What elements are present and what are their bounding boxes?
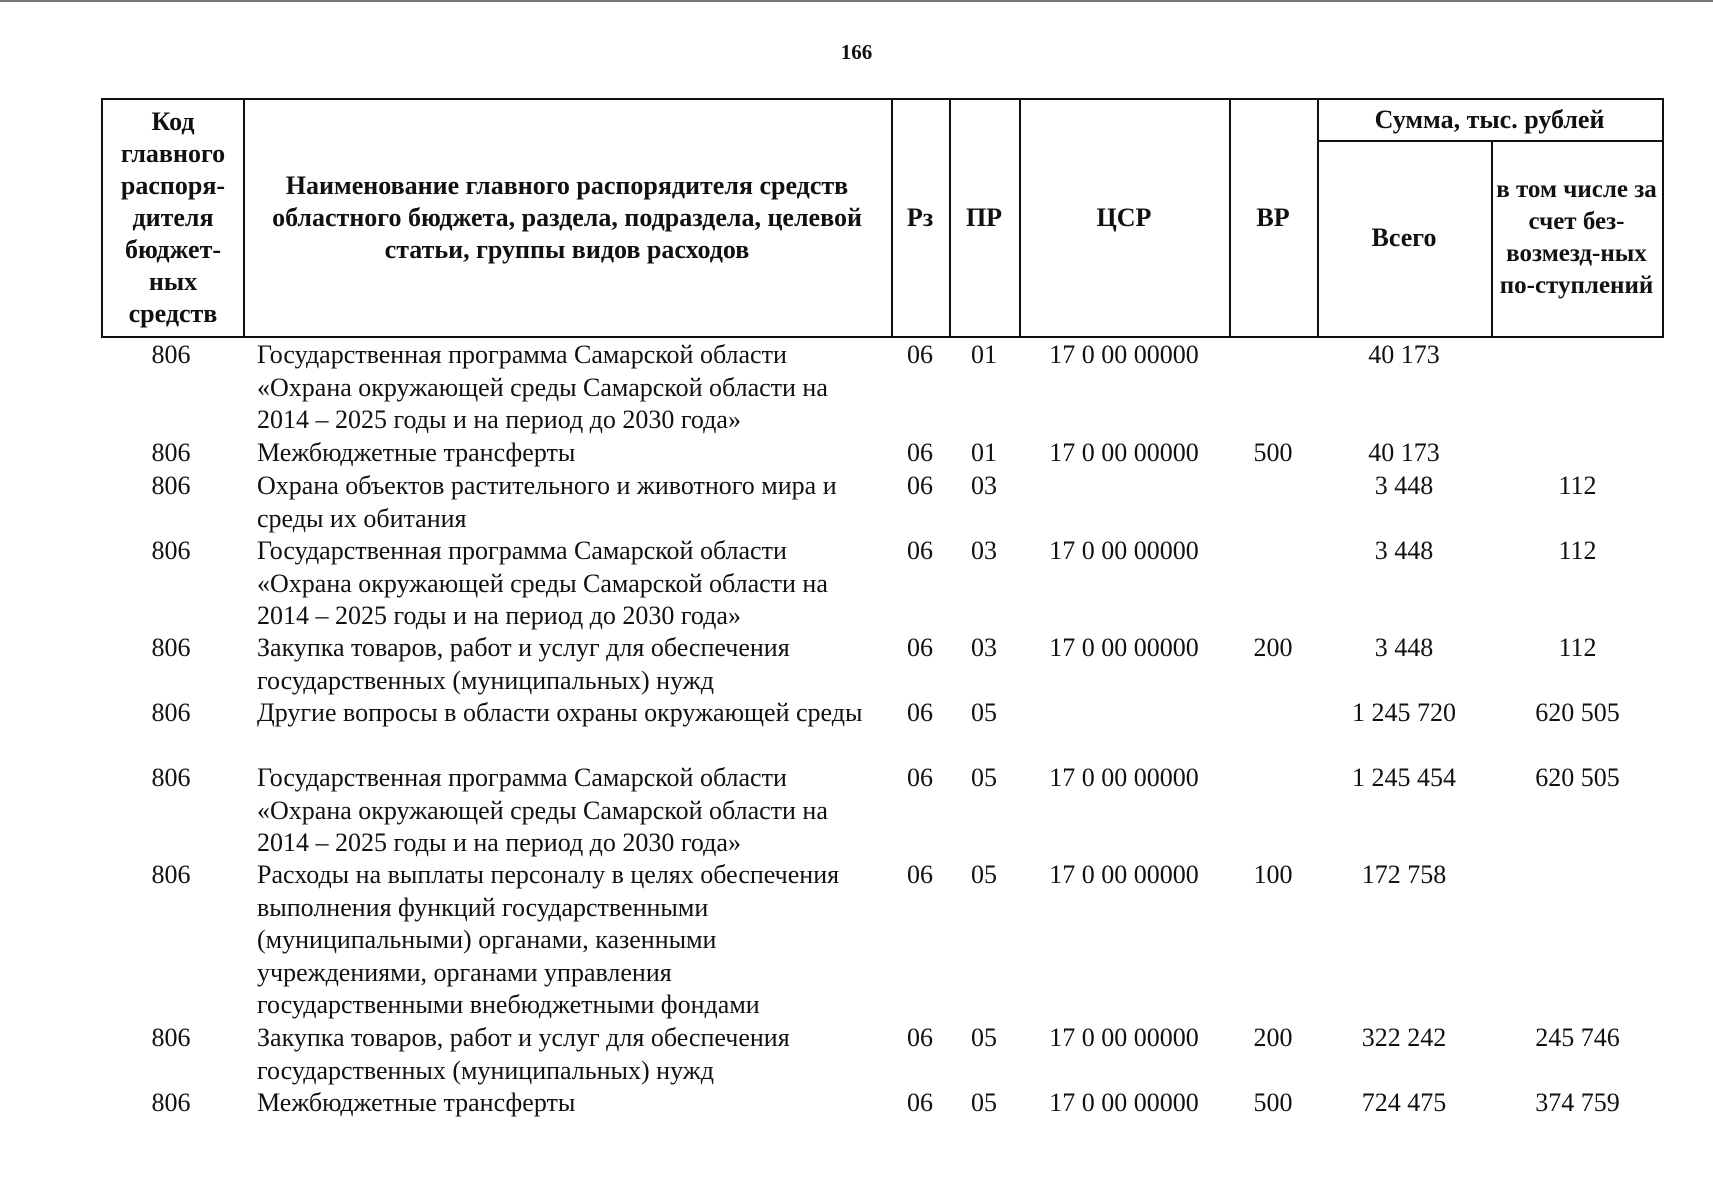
cell-bezv: 112 (1558, 471, 1597, 500)
cell-kod: 806 (151, 1023, 191, 1052)
cell-kod: 806 (151, 633, 191, 662)
cell-csr: 17 0 00 00000 (1049, 340, 1199, 369)
cell-csr: 17 0 00 00000 (1049, 438, 1199, 467)
cell-vr: 200 (1253, 1023, 1293, 1052)
cell-vsego: 322 242 (1361, 1023, 1447, 1052)
cell-pr: 03 (971, 471, 997, 500)
cell-pr: 03 (971, 633, 997, 662)
cell-rz: 06 (907, 633, 933, 662)
cell-bezv: 374 759 (1535, 1088, 1620, 1117)
cell-bezv: 112 (1558, 536, 1597, 565)
cell-name: Межбюджетные трансферты (257, 438, 576, 467)
cell-name: Закупка товаров, работ и услуг для обеспечения государственных (муниципальных) нужд (257, 633, 790, 695)
cell-pr: 05 (971, 860, 997, 889)
cell-vr: 100 (1253, 860, 1293, 889)
cell-pr: 01 (971, 340, 997, 369)
cell-bezv: 620 505 (1535, 763, 1620, 792)
cell-vsego: 1 245 454 (1352, 763, 1456, 792)
cell-kod: 806 (151, 763, 191, 792)
cell-bezv: 245 746 (1535, 1023, 1620, 1052)
cell-kod: 806 (151, 536, 191, 565)
cell-vr: 500 (1253, 438, 1293, 467)
cell-kod: 806 (151, 438, 191, 467)
cell-name: Государственная программа Самарской области «Охрана окружающей среды Самарской области на 2014 – 2025 годы и на период до 2030 года» (257, 536, 828, 630)
cell-name: Межбюджетные трансферты (257, 1088, 576, 1117)
cell-name: Государственная программа Самарской области «Охрана окружающей среды Самарской области на 2014 – 2025 годы и на период до 2030 года» (257, 340, 828, 434)
header-bezv: в том числе за счет без-возмезд-ных по-ступлений (1496, 176, 1657, 299)
cell-vsego: 40 173 (1368, 438, 1440, 467)
header-name: Наименование главного распорядителя средств областного бюджета, раздела, подраздела, целевой статьи, группы видов расходов (272, 171, 862, 264)
header-kod: Код главного распоря-дителя бюджет-ных средств (120, 107, 226, 328)
header-csr: ЦСР (1096, 203, 1152, 232)
page-number: 166 (840, 40, 873, 64)
cell-pr: 01 (971, 438, 997, 467)
cell-rz: 06 (907, 698, 933, 727)
cell-kod: 806 (151, 471, 191, 500)
cell-vsego: 172 758 (1361, 860, 1447, 889)
cell-rz: 06 (907, 763, 933, 792)
cell-rz: 06 (907, 1023, 933, 1052)
cell-rz: 06 (907, 1088, 933, 1117)
cell-name: Другие вопросы в области охраны окружающей среды (257, 698, 863, 727)
cell-bezv: 620 505 (1535, 698, 1620, 727)
cell-csr: 17 0 00 00000 (1049, 633, 1199, 662)
cell-vsego: 3 448 (1374, 536, 1434, 565)
cell-vsego: 3 448 (1374, 633, 1434, 662)
cell-vr: 200 (1253, 633, 1293, 662)
header-rz: Рз (906, 203, 934, 232)
header-summa: Сумма, тыс. рублей (1374, 105, 1605, 134)
cell-vsego: 3 448 (1374, 471, 1434, 500)
cell-pr: 05 (971, 698, 997, 727)
cell-csr: 17 0 00 00000 (1049, 1088, 1199, 1117)
header-vsego: Всего (1371, 223, 1437, 252)
cell-pr: 05 (971, 1023, 997, 1052)
cell-csr: 17 0 00 00000 (1049, 536, 1199, 565)
cell-vsego: 724 475 (1361, 1088, 1447, 1117)
cell-pr: 03 (971, 536, 997, 565)
cell-pr: 05 (971, 1088, 997, 1117)
cell-name: Охрана объектов растительного и животного мира и среды их обитания (257, 471, 837, 533)
cell-vsego: 40 173 (1368, 340, 1440, 369)
cell-rz: 06 (907, 860, 933, 889)
header-vr: ВР (1256, 203, 1290, 232)
cell-name: Государственная программа Самарской области «Охрана окружающей среды Самарской области на 2014 – 2025 годы и на период до 2030 года» (257, 763, 828, 857)
cell-rz: 06 (907, 340, 933, 369)
cell-kod: 806 (151, 698, 191, 727)
cell-bezv: 112 (1558, 633, 1597, 662)
cell-csr: 17 0 00 00000 (1049, 1023, 1199, 1052)
cell-kod: 806 (151, 1088, 191, 1117)
cell-pr: 05 (971, 763, 997, 792)
table-header (101, 98, 1664, 338)
cell-vr: 500 (1253, 1088, 1293, 1117)
cell-rz: 06 (907, 536, 933, 565)
cell-rz: 06 (907, 471, 933, 500)
cell-csr: 17 0 00 00000 (1049, 763, 1199, 792)
header-pr: ПР (965, 203, 1003, 232)
cell-kod: 806 (151, 340, 191, 369)
cell-name: Закупка товаров, работ и услуг для обеспечения государственных (муниципальных) нужд (257, 1023, 790, 1085)
cell-rz: 06 (907, 438, 933, 467)
cell-vsego: 1 245 720 (1352, 698, 1456, 727)
cell-csr: 17 0 00 00000 (1049, 860, 1199, 889)
cell-name: Расходы на выплаты персоналу в целях обеспечения выполнения функций государственными (муниципальными) органами, казенными учреждениями, органами управления государственными внебюджетными фондами (257, 860, 840, 1019)
cell-kod: 806 (151, 860, 191, 889)
top-border-line (0, 0, 1713, 2)
